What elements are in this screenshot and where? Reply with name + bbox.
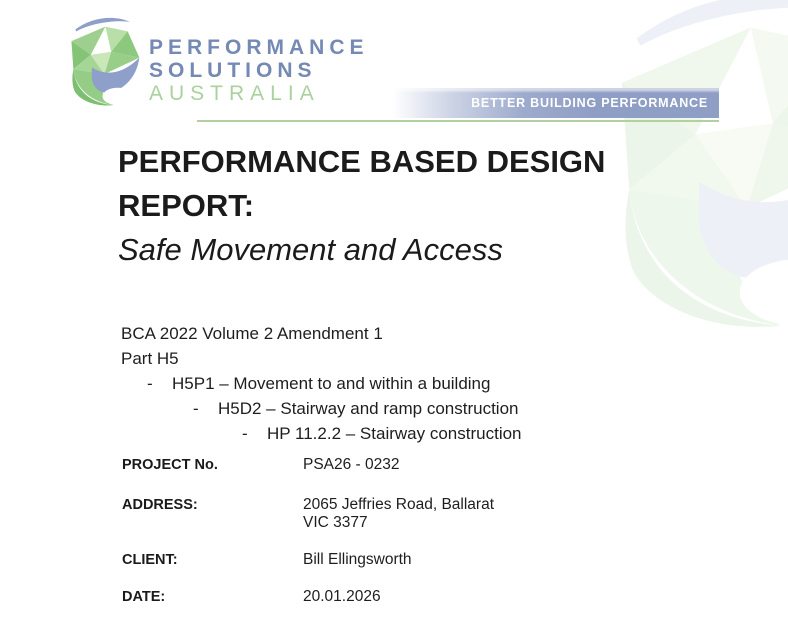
detail-value	[303, 496, 494, 532]
report-title	[118, 140, 605, 272]
code-reference-item	[121, 396, 522, 421]
detail-row-date	[122, 588, 494, 606]
report-title-line1: PERFORMANCE BASED DESIGN	[118, 144, 606, 179]
code-reference-block	[121, 321, 522, 446]
report-title-line2: REPORT:	[118, 188, 255, 223]
logo-wordmark	[149, 36, 369, 106]
logo-line-australia: AUSTRALIA	[149, 82, 320, 105]
detail-value-line2: VIC 3377	[303, 514, 368, 531]
bullet-dash: -	[147, 374, 153, 393]
code-reference-item	[121, 421, 522, 446]
tagline-banner	[392, 88, 719, 118]
psa-logo-leaf-icon	[53, 13, 150, 110]
detail-label: PROJECT No.	[122, 457, 218, 473]
header-divider-line	[197, 120, 719, 122]
tagline-text: BETTER BUILDING PERFORMANCE	[471, 96, 708, 110]
bullet-dash: -	[242, 424, 248, 443]
detail-row-address	[122, 496, 494, 532]
detail-label: ADDRESS:	[122, 497, 198, 513]
code-reference-item-text: HP 11.2.2 – Stairway construction	[267, 424, 522, 443]
code-reference-item-text: H5D2 – Stairway and ramp construction	[218, 399, 519, 418]
bullet-dash: -	[193, 399, 199, 418]
logo-line-performance: PERFORMANCE	[149, 36, 369, 59]
detail-label: DATE:	[122, 589, 166, 605]
detail-value: 20.01.2026	[303, 588, 381, 605]
code-reference-line2: Part H5	[121, 349, 179, 368]
detail-value: PSA26 - 0232	[303, 456, 400, 473]
logo-line-solutions: SOLUTIONS	[149, 59, 317, 82]
code-reference-line1: BCA 2022 Volume 2 Amendment 1	[121, 324, 383, 343]
code-reference-item-text: H5P1 – Movement to and within a building	[172, 374, 491, 393]
detail-value: Bill Ellingsworth	[303, 551, 412, 568]
code-reference-item	[121, 371, 522, 396]
project-details	[122, 456, 494, 606]
report-subtitle: Safe Movement and Access	[118, 232, 503, 267]
detail-row-project-no	[122, 456, 494, 474]
detail-value-line1: 2065 Jeffries Road, Ballarat	[303, 496, 494, 513]
detail-label: CLIENT:	[122, 552, 178, 568]
detail-row-client	[122, 551, 494, 569]
